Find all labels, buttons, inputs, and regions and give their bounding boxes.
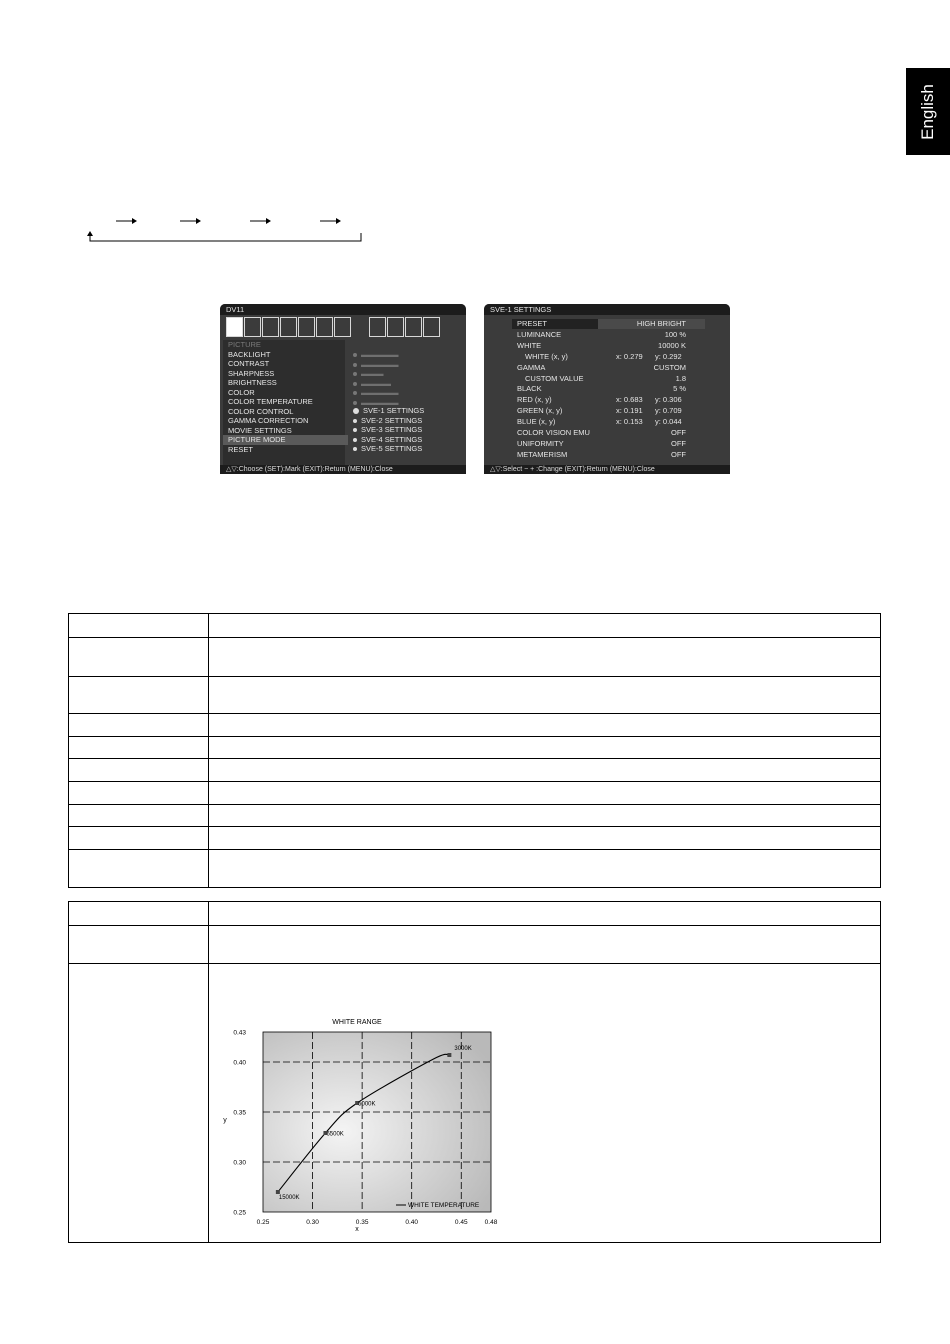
table-cell: [209, 714, 881, 737]
menu-item-color-control[interactable]: COLOR CONTROL: [228, 406, 294, 416]
radio-bullet-icon: [353, 447, 357, 451]
y-tick-label: 0.30: [233, 1159, 246, 1167]
table-cell: [69, 759, 209, 782]
white-range-chart: [210, 1012, 510, 1237]
category-icon[interactable]: [316, 317, 333, 337]
setting-custom-value-label[interactable]: CUSTOM VALUE: [525, 373, 584, 383]
submenu-item-sve-1-settings[interactable]: [353, 406, 424, 416]
submenu-item-disabled: ▬▬▬▬▬: [353, 388, 399, 398]
table-cell: [209, 759, 881, 782]
table-cell: [209, 638, 881, 677]
data-point-marker: [276, 1190, 280, 1194]
table-cell: [69, 850, 209, 888]
table-cell: [209, 614, 881, 638]
category-icon[interactable]: [423, 317, 440, 337]
submenu-item-disabled: ▬▬▬: [353, 369, 384, 379]
plot-area: [263, 1032, 491, 1212]
table-cell: [69, 805, 209, 827]
table-cell: [209, 827, 881, 850]
setting-value[interactable]: HIGH BRIGHT: [636, 319, 686, 328]
table-cell: [209, 850, 881, 888]
menu-item-sharpness[interactable]: SHARPNESS: [228, 368, 275, 378]
submenu-item-label: SVE-5 SETTINGS: [361, 444, 423, 453]
table-cell: [69, 737, 209, 759]
setting-x-value[interactable]: x: 0.683: [616, 395, 643, 405]
setting-value[interactable]: 10000 K: [658, 340, 686, 350]
osd-footer-help: △▽:Choose (SET):Mark (EXIT):Return (MENU):Close: [220, 465, 466, 474]
radio-bullet-icon: [353, 428, 357, 432]
setting-white-label[interactable]: WHITE: [517, 340, 542, 350]
data-point-label: 6500K: [326, 1131, 344, 1138]
submenu-item-label: SVE-1 SETTINGS: [363, 406, 425, 415]
menu-item-color[interactable]: COLOR: [228, 387, 255, 397]
language-tab-label: English: [918, 83, 938, 140]
menu-item-picture[interactable]: PICTURE: [228, 340, 261, 349]
setting-white-x-y--label[interactable]: WHITE (x, y): [525, 351, 568, 361]
setting-uniformity-label[interactable]: UNIFORMITY: [517, 438, 564, 448]
submenu-item-disabled: ▬▬▬▬▬: [353, 350, 399, 360]
picture-mode-cycle-diagram: [80, 205, 380, 245]
submenu-item-sve-4-settings[interactable]: [353, 435, 422, 445]
osd-category-icons: [226, 317, 441, 339]
y-tick-label: 0.25: [233, 1209, 246, 1217]
table-cell: [69, 614, 209, 638]
submenu-item-label: SVE-4 SETTINGS: [361, 434, 423, 444]
submenu-item-sve-3-settings[interactable]: [353, 425, 422, 435]
menu-item-brightness[interactable]: BRIGHTNESS: [228, 378, 277, 387]
osd-title: SVE-1 SETTINGS: [484, 304, 730, 315]
menu-item-backlight[interactable]: BACKLIGHT: [228, 349, 271, 359]
table-cell: [69, 827, 209, 850]
chart-title: WHITE RANGE: [332, 1019, 382, 1026]
table-cell: [69, 964, 209, 1243]
category-icon[interactable]: [405, 317, 422, 337]
table-cell: [209, 902, 881, 926]
osd-picture-menu: [220, 304, 466, 474]
category-icon[interactable]: [280, 317, 297, 337]
setting-gamma-label[interactable]: GAMMA: [517, 362, 546, 372]
submenu-item-disabled: ▬▬▬▬▬: [353, 398, 399, 408]
menu-item-reset[interactable]: RESET: [228, 444, 254, 454]
menu-item-gamma-correction[interactable]: GAMMA CORRECTION: [228, 416, 309, 425]
picture-category-icon[interactable]: [226, 317, 243, 337]
x-tick-label: 0.45: [454, 1219, 468, 1226]
setting-blue-x-y--label[interactable]: BLUE (x, y): [517, 417, 556, 427]
x-axis-label: x: [355, 1226, 359, 1233]
table-cell: [69, 677, 209, 714]
table-cell: [69, 926, 209, 964]
table-cell: [69, 902, 209, 926]
data-point-marker: [447, 1053, 451, 1057]
setting-green-x-y--label[interactable]: GREEN (x, y): [517, 406, 563, 416]
chart-legend: [396, 1202, 480, 1209]
table-cell: [69, 638, 209, 677]
setting-luminance-label[interactable]: LUMINANCE: [517, 329, 562, 339]
radio-bullet-icon: [353, 419, 357, 423]
setting-value[interactable]: OFF: [671, 438, 686, 448]
setting-value[interactable]: 100 %: [664, 329, 686, 339]
setting-y-value[interactable]: y: 0.044: [655, 417, 682, 427]
x-tick-label: 0.30: [306, 1219, 319, 1226]
setting-value[interactable]: 5 %: [673, 384, 686, 394]
setting-y-value[interactable]: y: 0.709: [655, 406, 682, 416]
category-icon[interactable]: [244, 317, 261, 337]
category-icon[interactable]: [369, 317, 386, 337]
setting-metamerism-label[interactable]: METAMERISM: [517, 449, 568, 459]
setting-value[interactable]: OFF: [671, 428, 686, 437]
setting-color-vision-emu-label[interactable]: COLOR VISION EMU: [517, 428, 590, 437]
table-cell: [209, 737, 881, 759]
submenu-item-label: SVE-2 SETTINGS: [361, 415, 423, 425]
category-icon[interactable]: [387, 317, 404, 337]
osd-sve-settings: [484, 304, 730, 474]
y-tick-label: 0.43: [233, 1029, 246, 1037]
submenu-item-sve-2-settings[interactable]: [353, 416, 422, 426]
menu-item-color-temperature[interactable]: COLOR TEMPERATURE: [228, 397, 313, 406]
x-tick-label: 0.40: [405, 1219, 419, 1226]
setting-preset-label[interactable]: PRESET: [517, 319, 548, 328]
data-point-label: 15000K: [278, 1195, 300, 1201]
table-cell: [209, 805, 881, 827]
y-tick-label: 0.35: [233, 1109, 246, 1117]
submenu-item-sve-5-settings[interactable]: [353, 444, 422, 454]
spec-table-1: [68, 613, 881, 888]
category-icon[interactable]: [298, 317, 315, 337]
setting-x-value[interactable]: x: 0.191: [616, 406, 643, 416]
table-cell: [69, 782, 209, 805]
data-point-label: 3000K: [454, 1046, 472, 1052]
category-icon[interactable]: [262, 317, 279, 337]
legend-label: WHITE TEMPERATURE: [408, 1202, 480, 1209]
osd-footer-help: △▽:Select − + :Change (EXIT):Return (MENU):Close: [484, 465, 730, 474]
setting-y-value[interactable]: y: 0.292: [655, 351, 682, 361]
setting-value[interactable]: 1.8: [675, 373, 686, 383]
y-axis-label: y: [223, 1117, 227, 1124]
table-cell: [209, 926, 881, 964]
category-icon[interactable]: [334, 317, 351, 337]
setting-black-label[interactable]: BLACK: [517, 384, 542, 394]
menu-item-contrast[interactable]: CONTRAST: [228, 359, 270, 368]
setting-value[interactable]: OFF: [671, 449, 686, 459]
table-cell: [69, 714, 209, 737]
table-cell: [209, 677, 881, 714]
language-tab: [906, 68, 950, 155]
setting-x-value[interactable]: x: 0.153: [616, 417, 643, 427]
submenu-item-disabled: ▬▬▬▬▬: [353, 360, 399, 370]
radio-bullet-icon: [353, 408, 359, 414]
radio-bullet-icon: [353, 438, 357, 442]
x-tick-label: 0.48: [484, 1219, 498, 1226]
osd-title: DV11: [220, 304, 466, 315]
setting-y-value[interactable]: y: 0.306: [655, 395, 682, 405]
submenu-item-label: SVE-3 SETTINGS: [361, 425, 423, 434]
x-tick-label: 0.25: [256, 1219, 270, 1226]
setting-x-value[interactable]: x: 0.279: [616, 351, 643, 361]
submenu-item-disabled: ▬▬▬▬: [353, 379, 391, 389]
menu-item-movie-settings[interactable]: MOVIE SETTINGS: [228, 425, 292, 435]
table-cell: [209, 782, 881, 805]
menu-item-picture-mode[interactable]: PICTURE MODE: [223, 435, 348, 445]
y-tick-label: 0.40: [233, 1059, 246, 1067]
x-tick-label: 0.35: [355, 1219, 369, 1226]
setting-value[interactable]: CUSTOM: [653, 362, 686, 372]
setting-red-x-y--label[interactable]: RED (x, y): [517, 395, 552, 405]
data-point-label: 5000K: [358, 1101, 376, 1108]
